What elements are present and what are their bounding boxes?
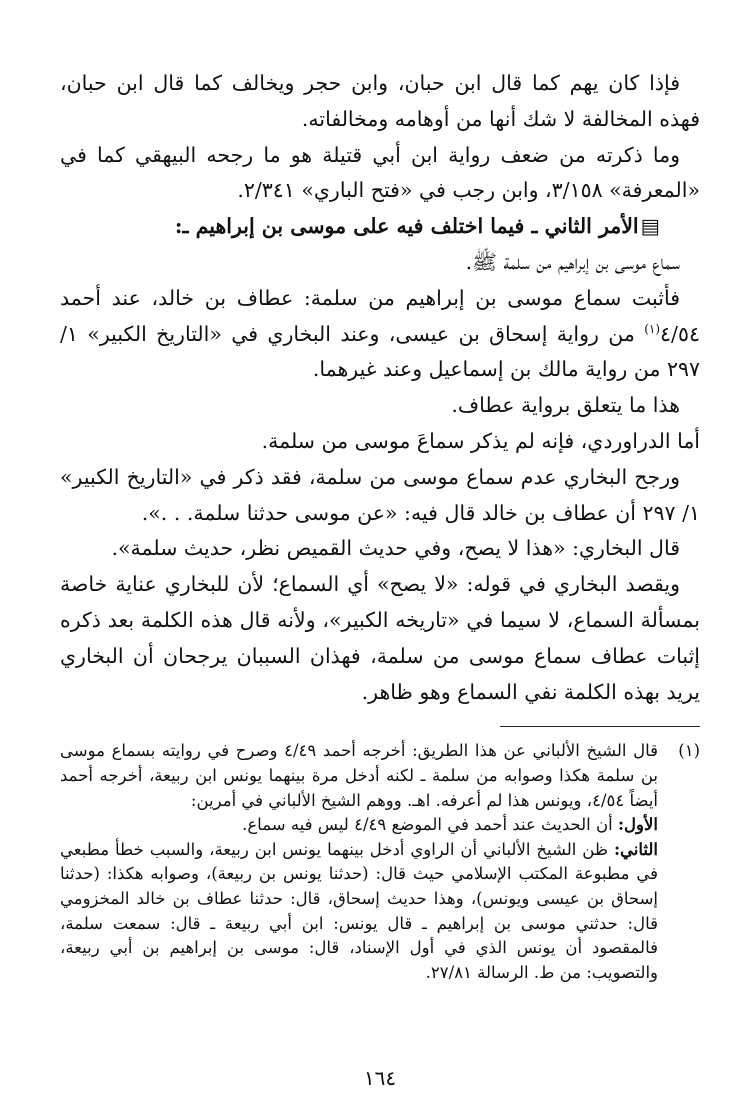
footnote-second-text: ظن الشيخ الألباني أن الراوي أدخل بينهما يونس ابن ربيعة، والسبب خطأ مطبعي في مطبوعة المكتب الإسلامي حيث قال: (حدثنا يونس بن ربيعة)، وصوابه هكذا: (حدثنا إسحاق بن عيسى ويونس)، وهذا حديث إسحاق، قال: حدثنا عطاف بن خالد المخزومي قال: حدثني موسى بن إبراهيم ـ قال يونس: ابن أبي ربيعة ـ قال: سمعت سلمة، فالمقصود أن يونس الذي في أول الإسناد، قال: موسى بن إبراهيم بن أبي ربيعة، والتصويب: من ط. الرسالة ٢٧/٨١. (60, 839, 658, 982)
paragraph-4 (60, 281, 700, 388)
footnote-second-point (60, 838, 658, 986)
footnote-reference[interactable]: (١) (644, 321, 661, 336)
main-text (60, 66, 700, 710)
paragraph-8: قال البخاري: «هذا لا يصح، وفي حديث القميص نظر، حديث سلمة». (111, 536, 680, 561)
footnotes (60, 739, 700, 985)
paragraph-1: فإذا كان يهم كما قال ابن حبان، وابن حجر ويخالف كما قال ابن حبان، فهذه المخالفة لا شك أنها من أوهامه ومخالفاته. (60, 71, 700, 131)
page-number: ١٦٤ (363, 1066, 397, 1090)
paragraph-6: أما الدراوردي، فإنه لم يذكر سماعَ موسى من سلمة. (261, 428, 700, 453)
paragraph-3: سماع موسى بن إبراهيم من سلمة ﷺ. (465, 249, 680, 274)
paragraph-2: وما ذكرته من ضعف رواية ابن أبي قتيلة هو ما رجحه البيهقي كما في «المعرفة» ٣/١٥٨، وابن رجب في «فتح الباري» ٢/٣٤١. (60, 142, 700, 203)
paragraph-4-end: من رواية إسحاق بن عيسى، وعند البخاري في «التاريخ الكبير» ١/ ٢٩٧ من رواية مالك بن إسماعيل وعند غيرهما. (60, 321, 700, 382)
paragraph-4-start: فأثبت سماع موسى بن إبراهيم من سلمة: عطاف بن خالد، عند أحمد ٤/٥٤ (60, 285, 700, 346)
footnote-first-point (60, 813, 658, 838)
footnote-second-label: الثاني: (613, 839, 658, 859)
book-page (60, 66, 700, 1090)
paragraph-9: ويقصد البخاري في قوله: «لا يصح» أي السماع؛ لأن للبخاري عناية خاصة بمسألة السماع، لا سيما في «تاريخه الكبير»، ولأنه قال هذه الكلمة بعد ذكره إثبات عطاف سماع موسى من سلمة، فهذان السببان يرجحان أن البخاري يريد بهذه الكلمة نفي السماع وهو ظاهر. (60, 572, 700, 704)
section-heading (60, 209, 700, 245)
paragraph-5: هذا ما يتعلق برواية عطاف. (451, 393, 680, 418)
section-heading-text: الأمر الثاني ـ فيما اختلف فيه على موسى بن إبراهيم ـ: (174, 214, 639, 239)
footnote-intro: قال الشيخ الألباني عن هذا الطريق: أخرجه أحمد ٤/٤٩ وصرح في روايته بسماع موسى بن سلمة هكذا وصوابه من سلمة ـ لكنه أدخل مرة بينهما يونس ابن ربيعة، أخرجه أحمد أيضاً ٤/٥٤، ويونس هذا لم أعرفه. اهـ. ووهم الشيخ الألباني في أمرين: (60, 741, 658, 810)
section-marker-icon: ▤ (640, 214, 660, 239)
footnote-body (60, 739, 658, 985)
footnote-1 (60, 739, 700, 985)
footnote-first-label: الأول: (617, 815, 658, 835)
footnote-number: (١) (678, 741, 700, 761)
footnote-first-text: أن الحديث عند أحمد في الموضع ٤/٤٩ ليس فيه سماع. (242, 815, 613, 835)
paragraph-7: ورجح البخاري عدم سماع موسى من سلمة، فقد ذكر في «التاريخ الكبير» ١/ ٢٩٧ أن عطاف بن خالد قال فيه: «عن موسى حدثنا سلمة. . .». (60, 464, 700, 525)
footnote-divider (500, 726, 700, 727)
